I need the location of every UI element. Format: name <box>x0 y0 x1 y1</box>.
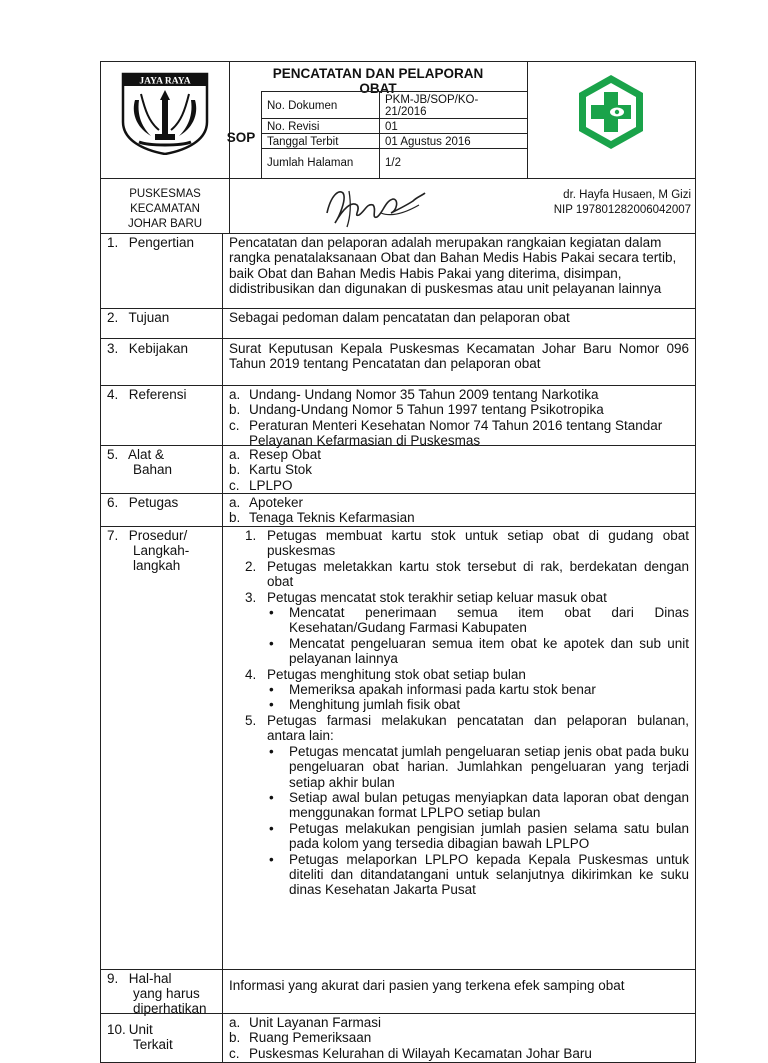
section-content <box>222 494 695 526</box>
section-hal-hal <box>100 970 696 1014</box>
section-pengertian <box>100 234 696 309</box>
page-count-value: 1/2 <box>385 157 401 169</box>
section-label: 6. Petugas <box>107 495 179 510</box>
section-content: Informasi yang akurat dari pasien yang terkena efek samping obat <box>222 970 695 1013</box>
sop-label: SOP <box>226 130 256 145</box>
procedure-steps <box>229 528 689 898</box>
procedure-step: 3. Petugas mencatat stok terakhir setiap keluar masuk obat • Mencatat penerimaan semua item obat dari Dinas Kesehatan/Gudang Farmasi Kabupaten • Mencatat pengeluaran semua item obat ke apotek dan sub unit pelayanan lainnya <box>245 589 689 667</box>
revision-value: 01 <box>385 121 398 133</box>
list-item: b. Kartu Stok <box>229 462 313 478</box>
section-kebijakan <box>100 339 696 386</box>
procedure-step: 4. Petugas menghitung stok obat setiap bulan • Memeriksa apakah informasi pada kartu stok benar • Menghitung jumlah fisik obat <box>229 667 689 713</box>
approver-nip: NIP 197801282006042007 <box>553 204 691 216</box>
puskesmas-name: PUSKESMAS KECAMATAN JOHAR BARU <box>127 188 203 230</box>
list-item: a. Undang- Undang Nomor 35 Tahun 2009 tentang Narkotika <box>229 387 599 402</box>
reference-list <box>229 387 689 449</box>
related-units-list <box>229 1015 689 1061</box>
section-content: Pencatatan dan pelaporan adalah merupakan rangkaian kegiatan dalam rangka penatalaksanaan Obat dan Bahan Medis Habis Pakai secara tertib, baik Obat dan Bahan Medis Habis Pakai yang diterima, disimpan, didistribusikan dan digunakan di puskesmas atau unit pelayanan lainnya <box>222 234 695 308</box>
section-label: 1. Pengertian <box>107 235 195 250</box>
list-item: c. Puskesmas Kelurahan di Wilayah Kecamatan Johar Baru <box>229 1045 592 1061</box>
list-item: c. LPLPO <box>229 477 293 493</box>
header-table <box>100 61 696 179</box>
issue-date-label: Tanggal Terbit <box>267 136 339 148</box>
section-content <box>222 446 695 493</box>
section-content <box>222 527 695 969</box>
section-content: Sebagai pedoman dalam pencatatan dan pelaporan obat <box>222 309 695 338</box>
list-item: • Mencatat pengeluaran semua item obat ke apotek dan sub unit pelayanan lainnya <box>269 635 689 667</box>
list-item: b. Tenaga Teknis Kefarmasian <box>229 510 415 526</box>
list-item: • Petugas melakukan pengisian jumlah pasien selama satu bulan pada kolom yang tersedia dibagian bawah LPLPO <box>269 820 689 852</box>
section-label: 2. Tujuan <box>107 310 170 325</box>
list-item: • Petugas mencatat jumlah pengeluaran setiap jenis obat pada buku pengeluaran obat harian. Jumlahkan pengeluaran yang terjadi setiap akhir bulan <box>269 743 689 790</box>
section-label: 4. Referensi <box>107 387 187 402</box>
list-item: b. Undang-Undang Nomor 5 Tahun 1997 tentang Psikotropika <box>229 402 604 418</box>
procedure-step: 5. Petugas farmasi melakukan pencatatan dan pelaporan bulanan, antara lain: • Petugas mencatat jumlah pengeluaran setiap jenis obat pada buku pengeluaran obat harian. Jumlahkan pengeluaran yang terjadi setiap akhir bulan • Setiap awal bulan petugas menyiapkan data laporan obat dengan menggunakan format LPLPO setiap bulan • Petugas melakukan pengisian jumlah pasien selama satu bulan pada kolom yang tersedia dibagian bawah LPLPO • Petugas melaporkan LPLPO kepada Kepala Puskesmas untuk diteliti dan ditandatangani untuk selanjutnya dikirimkan ke suku dinas Kesehatan Jakarta Pusat <box>245 712 689 898</box>
doc-number-label: No. Dokumen <box>267 100 338 112</box>
list-item: c. Peraturan Menteri Kesehatan Nomor 74 Tahun 2016 tentang Standar Pelayanan Kefarmasian di Puskesmas <box>229 417 663 449</box>
section-referensi <box>100 386 696 449</box>
section-label: 10. Unit Terkait <box>107 1022 173 1052</box>
list-item: • Setiap awal bulan petugas menyiapkan data laporan obat dengan menggunakan format LPLPO setiap bulan <box>269 789 689 821</box>
revision-label: No. Revisi <box>267 121 320 133</box>
procedure-step: 1. Petugas membuat kartu stok untuk setiap obat di gudang obat puskesmas <box>245 528 689 559</box>
list-item: • Menghitung jumlah fisik obat <box>269 697 461 713</box>
list-item: • Petugas melaporkan LPLPO kepada Kepala Puskesmas untuk diteliti dan ditandatangani untuk selanjutnya dikirimkan ke suku dinas Kesehatan Jakarta Pusat <box>269 851 689 898</box>
staff-list <box>229 495 689 526</box>
section-unit-terkait <box>100 1014 696 1063</box>
section-label: 5. Alat & Bahan <box>107 447 173 477</box>
section-content <box>222 386 695 449</box>
list-item: b. Ruang Pemeriksaan <box>229 1030 372 1046</box>
procedure-step: 2. Petugas meletakkan kartu stok tersebut di rak, berdekatan dengan obat <box>245 558 689 590</box>
sop-document <box>100 61 696 1061</box>
doc-number-value: PKM-JB/SOP/KO- 21/2016 <box>385 94 479 118</box>
section-content: Surat Keputusan Kepala Puskesmas Kecamatan Johar Baru Nomor 096 Tahun 2019 tentang Pencatatan dan pelaporan obat <box>222 339 695 385</box>
approver-name: dr. Hayfa Husaen, M Gizi <box>563 189 691 201</box>
section-label: 9. Hal-hal yang harus diperhatikan <box>107 971 207 1016</box>
section-prosedur <box>100 527 696 970</box>
section-label: 3. Kebijakan <box>107 341 189 356</box>
list-item: a. Apoteker <box>229 495 304 510</box>
section-tujuan <box>100 309 696 339</box>
list-item: • Mencatat penerimaan semua item obat dari Dinas Kesehatan/Gudang Farmasi Kabupaten <box>269 605 689 636</box>
signature-row <box>100 179 696 234</box>
list-item: a. Resep Obat <box>229 447 322 462</box>
document-title: PENCATATAN DAN PELAPORAN OBAT <box>272 66 484 96</box>
list-item: a. Unit Layanan Farmasi <box>229 1015 382 1030</box>
puskesmas-logo-icon <box>571 72 651 152</box>
signature <box>321 183 431 229</box>
section-petugas <box>100 494 696 527</box>
issue-date-value: 01 Agustus 2016 <box>385 136 471 148</box>
section-label: 7. Prosedur/ Langkah- langkah <box>107 528 190 573</box>
list-item: • Memeriksa apakah informasi pada kartu stok benar <box>269 682 596 698</box>
page-count-label: Jumlah Halaman <box>267 157 354 169</box>
section-alat-bahan <box>100 446 696 494</box>
approver-info <box>531 188 691 218</box>
tools-list <box>229 447 689 493</box>
emblem-text: JAYA RAYA <box>139 76 191 87</box>
section-content <box>222 1014 695 1062</box>
jaya-raya-emblem <box>115 70 215 155</box>
